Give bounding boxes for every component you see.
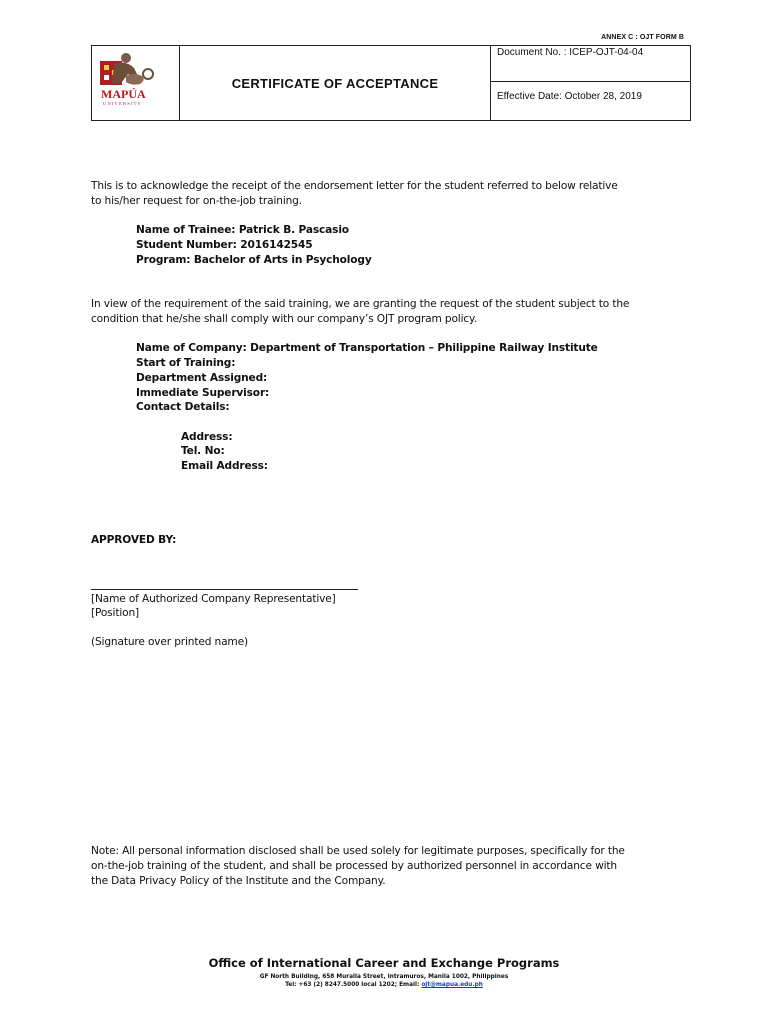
mapua-logo — [92, 46, 179, 120]
footer-address: GF North Building, 658 Muralla Street, Intramuros, Manila 1002, Philippines — [259, 974, 509, 980]
department-assigned: Department Assigned: — [136, 372, 268, 384]
svg-text:MAPÚA: MAPÚA — [101, 87, 146, 101]
program: Program: Bachelor of Arts in Psychology — [136, 254, 372, 266]
signature-line — [91, 589, 358, 590]
student-number: Student Number: 2016142545 — [136, 239, 313, 251]
privacy-note-line-2: on-the-job training of the student, and shall be processed by authorized personnel in accordance with — [91, 860, 617, 872]
footer-contact — [0, 982, 768, 988]
contact-details: Contact Details: — [136, 401, 230, 413]
authorized-representative: [Name of Authorized Company Representative] — [91, 593, 336, 605]
paragraph2-line-2: condition that he/she shall comply with our company’s OJT program policy. — [91, 313, 477, 325]
position-label: [Position] — [91, 607, 140, 619]
email-label: Email Address: — [181, 460, 268, 472]
document-title: CERTIFICATE OF ACCEPTANCE — [180, 46, 491, 120]
paragraph2-line-1: In view of the requirement of the said training, we are granting the request of the student subject to the — [91, 298, 630, 310]
immediate-supervisor: Immediate Supervisor: — [136, 387, 270, 399]
annex-label: ANNEX C : OJT FORM B — [601, 34, 684, 41]
signature-note: (Signature over printed name) — [91, 636, 248, 648]
effective-date — [491, 83, 690, 120]
privacy-note-line-1: Note: All personal information disclosed shall be used solely for legitimate purposes, specifically for the — [91, 845, 625, 857]
footer-email-link[interactable]: ojt@mapua.edu.ph — [421, 982, 483, 988]
approved-by-label: APPROVED BY: — [91, 534, 177, 546]
company-name: Name of Company: Department of Transportation – Philippine Railway Institute — [136, 342, 598, 354]
address-label: Address: — [181, 431, 233, 443]
tel-label: Tel. No: — [181, 445, 225, 457]
effective-date-text: Effective Date: October 28, 2019 — [497, 91, 642, 102]
privacy-note-line-3: the Data Privacy Policy of the Institute and the Company. — [91, 875, 386, 887]
footer-office-name: Office of International Career and Exchange Programs — [208, 956, 560, 970]
document-header — [91, 45, 691, 121]
logo-cell — [92, 46, 180, 120]
trainee-name: Name of Trainee: Patrick B. Pascasio — [136, 224, 349, 236]
intro-line-1: This is to acknowledge the receipt of the endorsement letter for the student referred to below relative — [91, 180, 618, 192]
intro-line-2: to his/her request for on-the-job training. — [91, 195, 302, 207]
footer-contact-text: Tel: +63 (2) 8247.5000 local 1202; Email: — [285, 982, 422, 988]
document-number: Document No. : ICEP-OJT-04-04 — [491, 46, 690, 82]
start-of-training: Start of Training: — [136, 357, 236, 369]
svg-text:UNIVERSITY: UNIVERSITY — [103, 101, 142, 106]
